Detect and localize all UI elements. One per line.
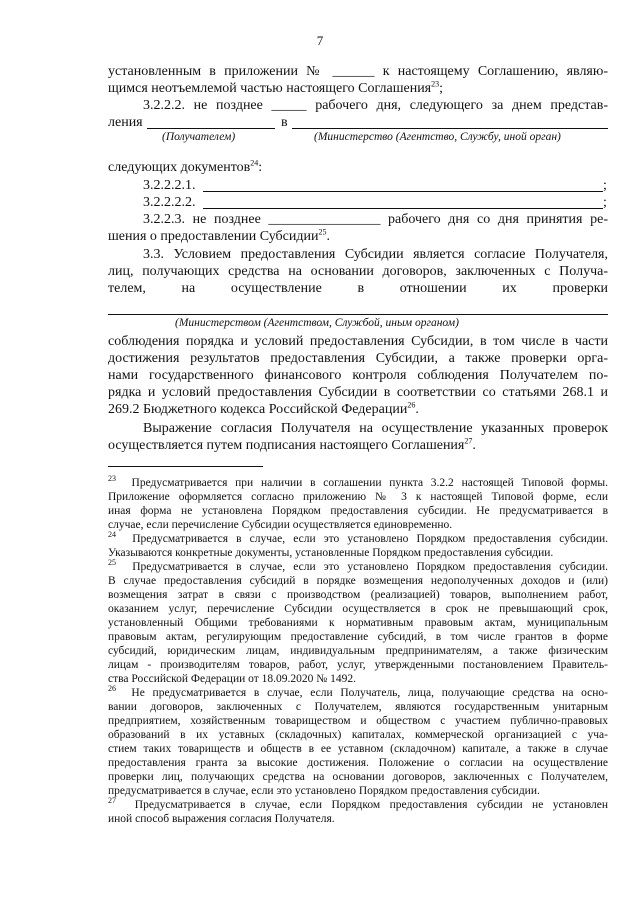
footnote [108,532,608,560]
footnote-line: правовым актам, регулирующим предоставление субсидий, в том числе грантов в форме [108,631,608,643]
body-line: шения о предоставлении Субсидии$^{25}$. [108,227,330,244]
body-line: Выражение согласия Получателя на осуществление указанных проверок [143,421,608,436]
footnote [108,686,608,798]
body-line: 269.2 Бюджетного кодекса Российской Федерации$^{26}$. [108,400,419,417]
footnote-line: $^{26}$ Не предусматривается в случае, если Получатель, лица, получающие средства на осно- [108,684,608,699]
caption-recipient: (Получателем) [162,131,236,143]
body-line: лиц, получающих средства на основании договоров, заключенных с Получа- [108,264,608,279]
footnote-line: предприятием, хозяйственным товариществом и обществом с участием публично-правовых [108,715,608,727]
footnote-line: $^{25}$ Предусматривается в случае, если это установлено Порядком предоставления субсидии. [108,558,608,573]
footnote-ref: 26 [407,400,416,410]
body-line: рядка и условий предоставления Субсидии в соответствии со статьями 268.1 и [108,385,608,400]
footnote-line: вании договоров, заключенных с Получателем, являются государственным унитарным [108,701,608,713]
footnote-number: 23 [108,474,116,484]
footnote-line: предусматривается в случае, если это установлено Порядком предоставления субсидии. [108,785,540,797]
footnote-separator [108,466,263,467]
body-line: осуществляется путем подписания настоящего Соглашения$^{27}$. [108,436,476,453]
footnote-line: В случае предоставления субсидий в порядке возмещения недополученных доходов и (или) [108,575,608,587]
footnote-line: иная форма не установлена Порядком предоставления субсидии. Не предусматривается в [108,505,608,517]
blank-line [203,191,603,192]
footnote-line: стием таких товариществ и обществ в ее уставном (складочном) капитале, а также в случае [108,743,608,755]
footnote-number: 27 [108,796,116,806]
body-line: следующих документов$^{24}$: [108,158,263,175]
footnote [108,798,608,826]
footnote-line: возмещения затрат в связи с производством (реализацией) товаров, выполнением работ, [108,589,608,601]
body-line: щимся неотъемлемой частью настоящего Соглашения$^{23}$; [108,79,444,96]
footnote-ref: 27 [464,436,473,446]
footnotes [108,476,608,826]
list-item-end: ; [603,195,607,210]
footnote-line: случае, если перечисление Субсидии осуществляется единовременно. [108,519,453,531]
footnote-ref: 25 [318,227,327,237]
body-line: 3.3. Условием предоставления Субсидии является согласие Получателя, [143,247,608,262]
footnote-line: $^{24}$ Предусматривается в случае, если это установлено Порядком предоставления субсидии. [108,530,608,545]
body-line: соблюдения порядка и условий предоставления Субсидии, в том числе в части [108,334,608,349]
list-item-end: ; [603,178,607,193]
footnote-line: Приложение оформляется согласно приложению № 3 к настоящей Типовой форме, если [108,491,608,503]
caption-ministry-2: (Министерством (Агентством, Службой, иным органом) [175,317,459,329]
body-line: достижения результатов предоставления Субсидии, а также проверки орга- [108,351,608,366]
footnote-line: ства Российской Федерации от 18.09.2020 № 1492. [108,673,356,685]
footnote-line: проверки лиц, получающих средства на основании договоров, заключенных с Получателем, [108,771,608,783]
body-line-label: в [281,115,288,130]
footnote-line: образований в их уставных (складочных) капиталах, коммерческой организацией с уча- [108,729,608,741]
footnote-line: субсидий, юридическим лицам, индивидуальным предпринимателям, а также физическим [108,645,608,657]
footnote [108,560,608,686]
footnote-line: $^{27}$ Предусматривается в случае, если Порядком предоставления субсидии не установлен [108,796,608,811]
body-line: 3.2.2.2. не позднее _____ рабочего дня, следующего за днем представ- [143,98,608,113]
footnote-line: предоставления гранта за высокие достижения. Положение о согласии на осуществление [108,757,608,769]
footnote-line: установленный Общими требованиями к нормативным правовым актам, муниципальным [108,617,608,629]
body-line-label: ления [108,115,143,130]
body-line: нами государственного финансового контроля соблюдения Получателем по- [108,368,608,383]
footnote-number: 26 [108,684,116,694]
blank-ministry-2 [108,314,608,315]
body-line: установленным в приложении № ______ к настоящему Соглашению, являю- [108,64,608,79]
blank-ministry [292,128,608,129]
page-number: 7 [316,33,324,48]
blank-recipient [147,128,275,129]
footnote-number: 25 [108,558,116,568]
footnote-line: $^{23}$ Предусматривается при наличии в соглашении пункта 3.2.2 настоящей Типовой формы. [108,474,608,489]
body-line: 3.2.2.3. не позднее ________________ рабочего дня со дня принятия ре- [143,212,608,227]
footnote-ref: 23 [431,79,440,89]
footnote [108,476,608,532]
footnote-line: иной способ выражения согласия Получателя. [108,813,335,825]
caption-ministry: (Министерство (Агентство, Службу, иной орган) [314,131,561,143]
list-item-label: 3.2.2.2.1. [143,178,196,193]
footnote-line: Указываются конкретные документы, установленные Порядком предоставления субсидии. [108,547,554,559]
footnote-ref: 24 [250,158,259,168]
footnote-line: лицам - производителям товаров, работ, услуг, утвержденными постановлением Правитель- [108,659,608,671]
body-line: телем, на осуществление в отношении их проверки [108,281,608,296]
list-item-label: 3.2.2.2.2. [143,195,196,210]
footnote-line: оказанием услуг, перечисление Субсидии осуществляется в срок не превышающий срок, [108,603,608,615]
blank-line [203,208,603,209]
footnote-number: 24 [108,530,116,540]
